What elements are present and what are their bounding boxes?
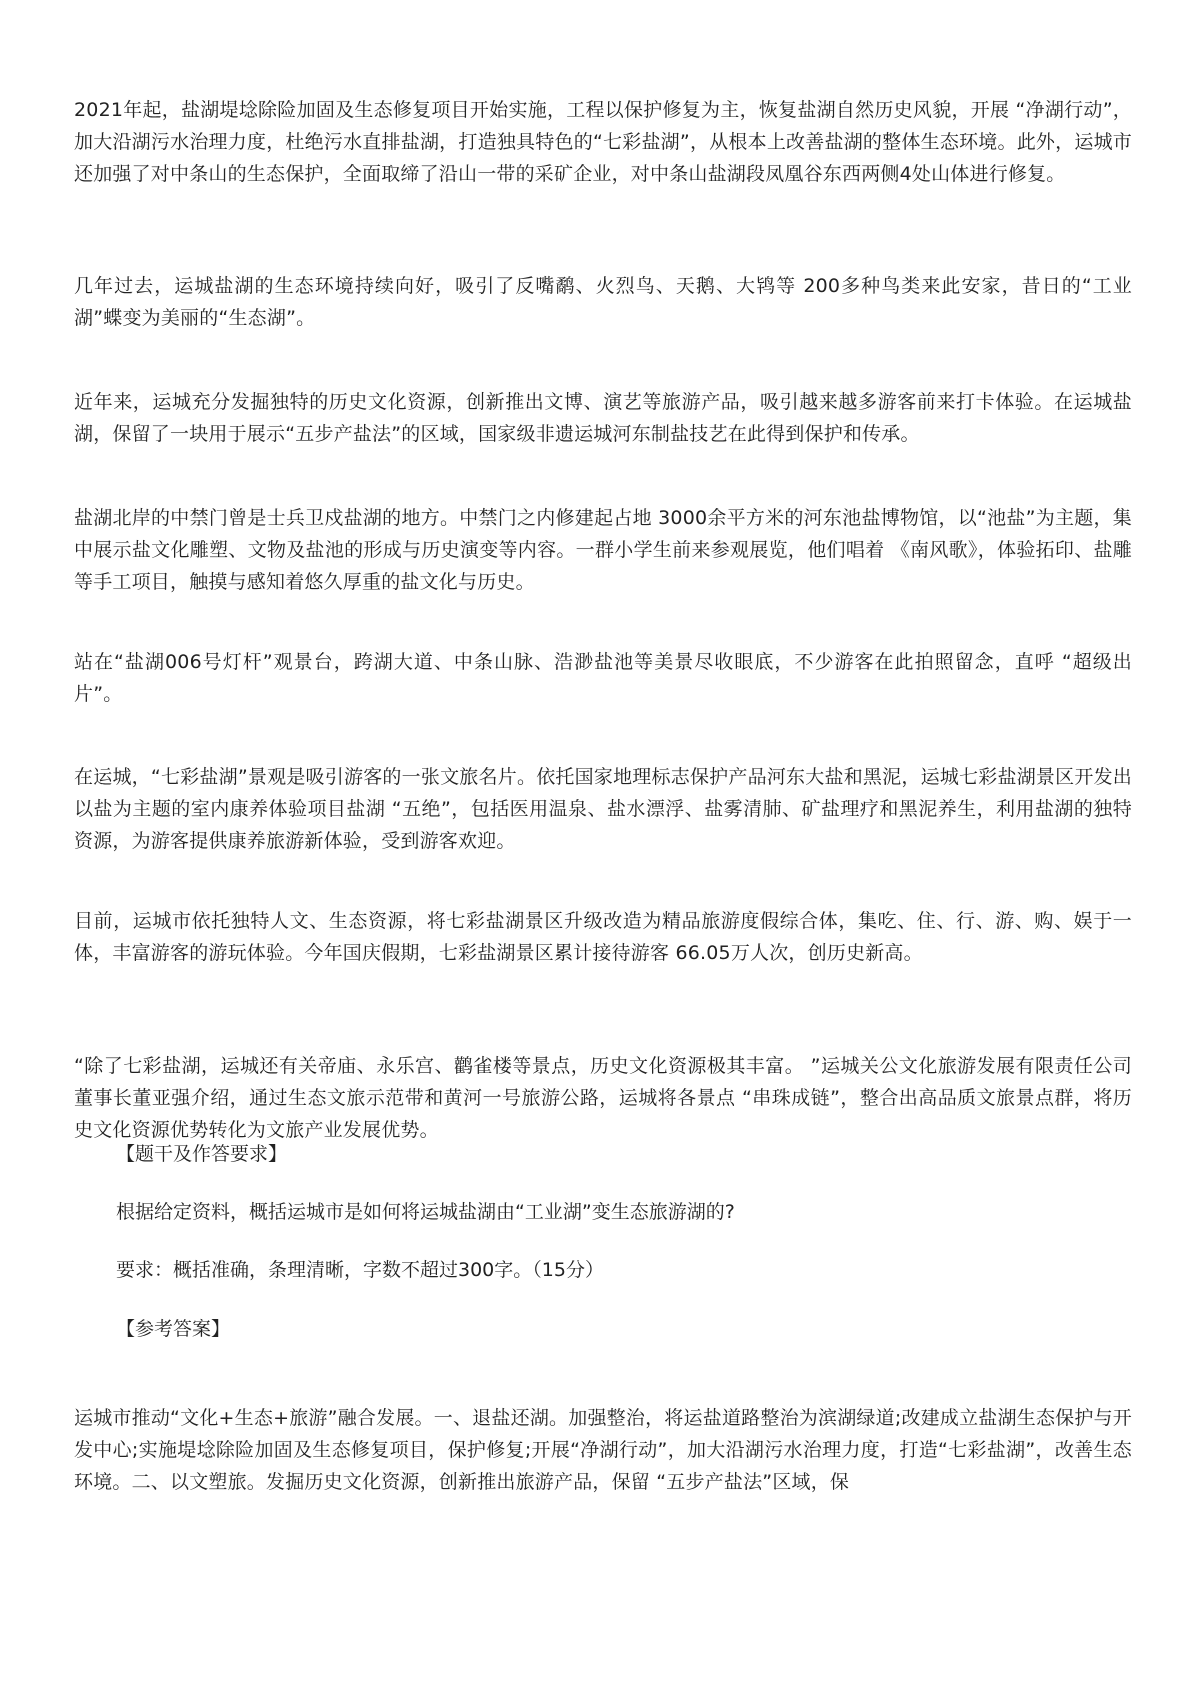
question-text: 根据给定资料，概括运城市是如何将运城盐湖由“工业湖”变生态旅游湖的? xyxy=(116,1201,735,1223)
paragraph-6: 在运城，“七彩盐湖”景观是吸引游客的一张文旅名片。依托国家地理标志保护产品河东大盐和黑泥，运城七彩盐湖景区开发出以盐为主题的室内康养体验项目盐湖 “五绝”，包括医用温泉、盐水漂浮、盐雾清肺、矿盐理疗和黑泥养生，利用盐湖的独特资源，为游客提供康养旅游新体验，受到游客欢迎。 xyxy=(74,766,1132,852)
paragraph-7: 目前，运城市依托独特人文、生态资源，将七彩盐湖景区升级改造为精品旅游度假综合体，集吃、住、行、游、购、娱于一体，丰富游客的游玩体验。今年国庆假期，七彩盐湖景区累计接待游客 66.05万人次，创历史新高。 xyxy=(74,910,1132,964)
answer-text: 运城市推动“文化+生态+旅游”融合发展。一、退盐还湖。加强整治，将运盐道路整治为滨湖绿道;改建成立盐湖生态保护与开发中心;实施堤埝除险加固及生态修复项目，保护修复;开展“净湖行动”，加大沿湖污水治理力度，打造“七彩盐湖”，改善生态环境。二、以文塑旅。发掘历史文化资源，创新推出旅游产品，保留 “五步产盐法”区域，保 xyxy=(74,1407,1132,1493)
paragraph-1: 2021年起，盐湖堤埝除险加固及生态修复项目开始实施，工程以保护修复为主，恢复盐湖自然历史风貌，开展 “净湖行动”，加大沿湖污水治理力度，杜绝污水直排盐湖，打造独具特色的“七彩盐湖”，从根本上改善盐湖的整体生态环境。此外，运城市还加强了对中条山的生态保护，全面取缔了沿山一带的采矿企业，对中条山盐湖段凤凰谷东西两侧4处山体进行修复。 xyxy=(74,99,1132,185)
paragraph-2: 几年过去，运城盐湖的生态环境持续向好，吸引了反嘴鹬、火烈鸟、天鹅、大鸨等 200多种鸟类来此安家，昔日的“工业湖”蝶变为美丽的“生态湖”。 xyxy=(74,275,1132,329)
answer-heading: 【参考答案】 xyxy=(116,1318,231,1340)
paragraph-4: 盐湖北岸的中禁门曾是士兵卫戍盐湖的地方。中禁门之内修建起占地 3000余平方米的河东池盐博物馆，以“池盐”为主题，集中展示盐文化雕塑、文物及盐池的形成与历史演变等内容。一群小学生前来参观展览，他们唱着 《南风歌》，体验拓印、盐雕等手工项目，触摸与感知着悠久厚重的盐文化与历史。 xyxy=(74,507,1132,593)
paragraph-5: 站在“盐湖006号灯杆”观景台，跨湖大道、中条山脉、浩渺盐池等美景尽收眼底，不少游客在此拍照留念，直呼 “超级出片”。 xyxy=(74,651,1132,705)
question-requirement: 要求：概括准确，条理清晰，字数不超过300字。（15分） xyxy=(116,1259,604,1281)
question-heading: 【题干及作答要求】 xyxy=(116,1143,288,1165)
paragraph-3: 近年来，运城充分发掘独特的历史文化资源，创新推出文博、演艺等旅游产品，吸引越来越多游客前来打卡体验。在运城盐湖，保留了一块用于展示“五步产盐法”的区域，国家级非遗运城河东制盐技艺在此得到保护和传承。 xyxy=(74,391,1132,445)
paragraph-8: “除了七彩盐湖，运城还有关帝庙、永乐宫、鹳雀楼等景点，历史文化资源极其丰富。 ”运城关公文化旅游发展有限责任公司董事长董亚强介绍，通过生态文旅示范带和黄河一号旅游公路，运城将各景点 “串珠成链”，整合出高品质文旅景点群，将历史文化资源优势转化为文旅产业发展优势。 xyxy=(74,1055,1132,1141)
